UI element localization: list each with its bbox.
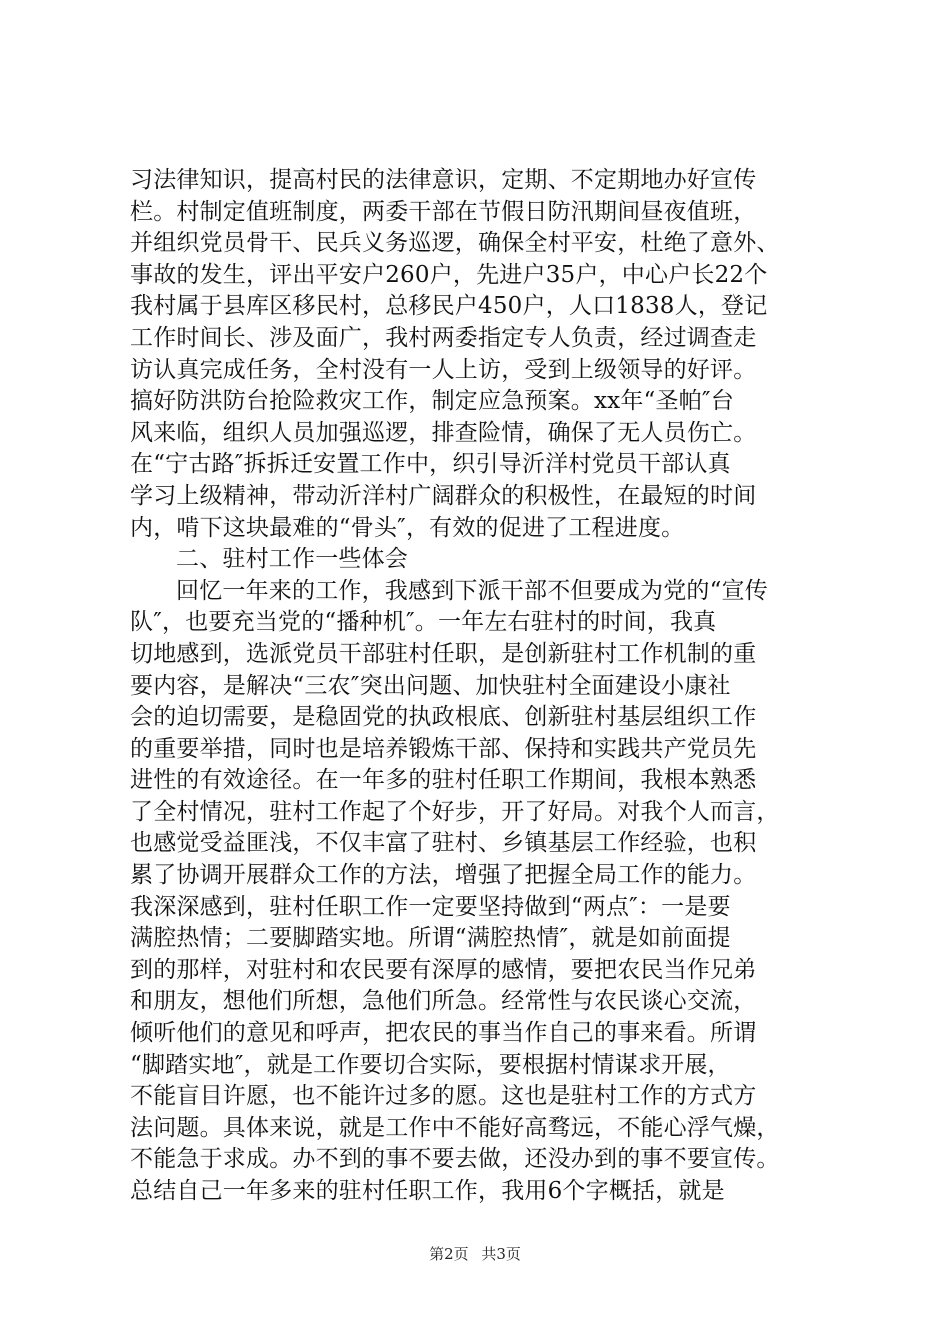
text-line: 进性的有效途径。在一年多的驻村任职工作期间，我根本熟悉 <box>130 767 757 794</box>
text-line: 事故的发生，评出平安户260户，先进户35户，中心户长22个 <box>130 261 768 288</box>
text-line: 内，啃下这块最难的“骨头″，有效的促进了工程进度。 <box>130 514 685 541</box>
page-total: 共3页 <box>481 1245 521 1263</box>
text-line: 不能盲目许愿，也不能许过多的愿。这也是驻村工作的方式方 <box>130 1083 757 1110</box>
section-heading: 二、驻村工作一些体会 <box>176 546 408 573</box>
text-line: 满腔热情；二要脚踏实地。所谓“满腔热情″，就是如前面提 <box>130 925 731 952</box>
text-line: 了全村情况，驻村工作起了个好步，开了好局。对我个人而言， <box>130 798 780 825</box>
text-line: 习法律知识，提高村民的法律意识，定期、不定期地办好宣传 <box>130 167 757 193</box>
text-line: 也感觉受益匪浅，不仅丰富了驻村、乡镇基层工作经验，也积 <box>130 830 757 857</box>
text-line: 到的那样，对驻村和农民要有深厚的感情，要把农民当作兄弟 <box>130 956 757 983</box>
text-line: 和朋友，想他们所想，急他们所急。经常性与农民谈心交流， <box>130 988 757 1015</box>
text-line: 总结自己一年多来的驻村任职工作，我用6个字概括，就是 <box>130 1178 725 1204</box>
text-line: 访认真完成任务，全村没有一人上访，受到上级领导的好评。 <box>130 356 757 383</box>
text-line: 栏。村制定值班制度，两委干部在节假日防汛期间昼夜值班， <box>130 198 757 225</box>
text-line: 并组织党员骨干、民兵义务巡逻，确保全村平安，杜绝了意外、 <box>130 230 780 257</box>
text-line: 在“宁古路″拆拆迁安置工作中，织引导沂洋村党员干部认真 <box>130 451 731 478</box>
body-text <box>130 165 830 1208</box>
text-line: 倾听他们的意见和呼声，把农民的事当作自己的事来看。所谓 <box>130 1020 757 1047</box>
text-line: 要内容，是解决“三农″突出问题、加快驻村全面建设小康社 <box>130 672 731 699</box>
text-line: 会的迫切需要，是稳固党的执政根底、创新驻村基层组织工作 <box>130 704 757 731</box>
text-line: 队″，也要充当党的“播种机″。一年左右驻村的时间，我真 <box>130 609 717 636</box>
page-number: 第2页 <box>429 1245 469 1263</box>
text-line: 我深深感到，驻村任职工作一定要坚持做到“两点″：一是要 <box>130 893 731 920</box>
text-line: 不能急于求成。办不到的事不要去做，还没办到的事不要宣传。 <box>130 1146 780 1173</box>
page-footer <box>0 1244 950 1264</box>
text-line: 的重要举措，同时也是培养锻炼干部、保持和实践共产党员先 <box>130 735 757 762</box>
text-line: 法问题。具体来说，就是工作中不能好高骛远，不能心浮气燥， <box>130 1114 780 1141</box>
text-line: 风来临，组织人员加强巡逻，排查险情，确保了无人员伤亡。 <box>130 419 757 446</box>
text-line: 搞好防洪防台抢险救灾工作，制定应急预案。xx年“圣帕″台 <box>130 388 734 415</box>
text-line: 累了协调开展群众工作的方法，增强了把握全局工作的能力。 <box>130 862 757 889</box>
text-line: “脚踏实地″，就是工作要切合实际，要根据村情谋求开展， <box>130 1051 731 1078</box>
text-line: 工作时间长、涉及面广，我村两委指定专人负责，经过调查走 <box>130 324 757 351</box>
text-line: 我村属于县库区移民村，总移民户450户，人口1838人，登记 <box>130 293 768 320</box>
text-line: 切地感到，选派党员干部驻村任职，是创新驻村工作机制的重 <box>130 640 757 667</box>
text-line: 学习上级精神，带动沂洋村广阔群众的积极性，在最短的时间 <box>130 482 757 509</box>
text-line: 回忆一年来的工作，我感到下派干部不但要成为党的“宣传 <box>176 577 768 604</box>
